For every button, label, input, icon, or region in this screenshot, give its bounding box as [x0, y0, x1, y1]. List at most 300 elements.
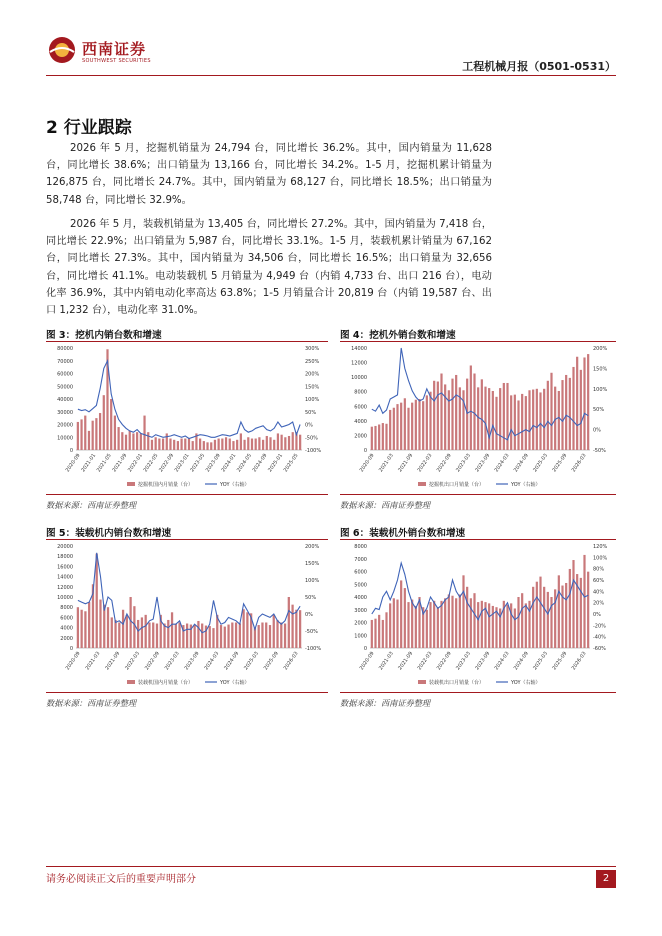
- bar: [77, 607, 79, 648]
- x-tick-label: 2025-03: [532, 452, 550, 474]
- x-tick-label: 2020-09: [358, 650, 376, 672]
- bar: [114, 416, 116, 450]
- y-left-tick-label: 20000: [57, 422, 73, 429]
- bar: [400, 580, 402, 648]
- bar: [422, 401, 424, 450]
- bar: [404, 588, 406, 648]
- x-tick-label: 2022-03: [416, 452, 434, 474]
- y-right-tick-label: 40%: [593, 589, 605, 596]
- x-tick-label: 2025-03: [243, 650, 261, 672]
- figure-3-source: 数据来源：西南证券整理: [46, 500, 137, 510]
- x-tick-label: 2025-03: [532, 650, 550, 672]
- bar: [536, 389, 538, 450]
- bar: [569, 569, 571, 648]
- bar: [470, 598, 472, 648]
- x-tick-label: 2020-09: [64, 650, 82, 672]
- bar: [291, 605, 293, 648]
- legend-line-label: YOY（右轴）: [511, 482, 541, 488]
- page-header: [46, 34, 616, 74]
- bar: [277, 433, 279, 450]
- x-tick-label: 2024-03: [493, 650, 511, 672]
- bar: [107, 607, 109, 648]
- paragraph-excavator: 2026 年 5 月，挖掘机销量为 24,794 台，同比增长 36.2%。其中，国内销量为 11,628 台，同比增长 38.6%；出口销量为 13,166 台，同比增长 34.2%。1-5 月，挖掘机累计销量为 126,875 台，同比增长 24.7%。其中，国内销量为 68,127 台，同比增长 18.5%；出口销量为 58,748 台，同比增长 32.9%。: [46, 143, 492, 206]
- y-left-tick-label: 40000: [57, 397, 73, 403]
- legend-bar-swatch: [418, 482, 426, 486]
- bar: [495, 397, 497, 450]
- bar: [265, 623, 267, 649]
- bar: [224, 627, 226, 648]
- y-left-tick-label: 14000: [351, 346, 367, 352]
- report-title: 工程机械月报（0501-0531）: [462, 60, 616, 73]
- bar: [251, 439, 253, 450]
- bar: [448, 594, 450, 648]
- bar: [543, 389, 545, 450]
- y-right-tick-label: 0%: [305, 612, 313, 618]
- bar: [156, 624, 158, 648]
- legend-bar-label: 挖掘机出口月销量（台）: [429, 482, 485, 488]
- bar: [129, 431, 131, 450]
- bar: [121, 432, 123, 450]
- bar: [426, 395, 428, 450]
- y-left-tick-label: 0: [69, 646, 73, 652]
- bar: [451, 379, 453, 450]
- bar: [118, 623, 120, 649]
- bar: [393, 598, 395, 648]
- x-tick-label: 2023-09: [204, 452, 222, 474]
- y-right-tick-label: 100%: [593, 386, 608, 393]
- bar: [117, 427, 119, 450]
- bar: [171, 612, 173, 648]
- bar: [141, 617, 143, 648]
- bar: [88, 431, 90, 450]
- y-right-tick-label: 0%: [593, 612, 601, 618]
- bar: [429, 602, 431, 648]
- x-tick-label: 2020-09: [64, 452, 82, 474]
- x-tick-label: 2026-03: [570, 452, 588, 474]
- bar: [415, 400, 417, 450]
- x-tick-label: 2022-09: [158, 452, 176, 474]
- y-right-tick-label: 200%: [305, 544, 320, 550]
- bar: [212, 628, 214, 648]
- bar: [229, 439, 231, 450]
- x-tick-label: 2021-09: [111, 452, 129, 474]
- bar: [152, 623, 154, 649]
- x-tick-label: 2024-03: [203, 650, 221, 672]
- bar: [110, 399, 112, 450]
- footer-disclaimer: 请务必阅读正文后的重要声明部分: [46, 874, 196, 885]
- x-tick-label: 2025-05: [282, 452, 300, 474]
- bar: [269, 625, 271, 648]
- bar: [239, 624, 241, 648]
- bar: [492, 606, 494, 648]
- y-right-tick-label: 100%: [593, 555, 608, 562]
- figure-5-source: 数据来源：西南证券整理: [46, 698, 137, 708]
- bar: [473, 593, 475, 648]
- bar: [393, 408, 395, 450]
- bar: [448, 390, 450, 450]
- y-left-tick-label: 10000: [57, 595, 73, 601]
- bar: [558, 575, 560, 648]
- x-tick-label: 2025-01: [267, 452, 285, 474]
- page-number: 2: [596, 870, 616, 888]
- y-left-tick-label: 80000: [57, 346, 73, 352]
- bar: [547, 592, 549, 648]
- y-left-tick-label: 60000: [57, 371, 73, 378]
- x-tick-label: 2023-03: [455, 452, 473, 474]
- bar: [137, 620, 139, 648]
- y-left-tick-label: 1000: [354, 633, 367, 640]
- bar: [169, 439, 171, 450]
- bar: [528, 390, 530, 450]
- bar: [236, 440, 238, 450]
- bar: [240, 433, 242, 450]
- bar: [84, 416, 86, 450]
- bar: [220, 625, 222, 648]
- bar: [407, 602, 409, 648]
- bar: [225, 437, 227, 450]
- y-right-tick-label: 200%: [305, 371, 320, 378]
- bar: [569, 378, 571, 450]
- y-left-tick-label: 8000: [354, 389, 367, 396]
- x-tick-label: 2023-01: [173, 452, 191, 474]
- y-left-tick-label: 0: [363, 646, 367, 652]
- y-right-tick-label: -50%: [593, 448, 606, 454]
- bar: [411, 600, 413, 648]
- bar: [299, 610, 301, 648]
- bar: [532, 587, 534, 648]
- legend-bar-swatch: [418, 680, 426, 684]
- x-tick-label: 2021-09: [104, 650, 122, 672]
- figure-4-source: 数据来源：西南证券整理: [340, 500, 431, 510]
- x-tick-label: 2021-01: [80, 452, 98, 474]
- x-tick-label: 2021-05: [95, 452, 113, 474]
- bar: [243, 440, 245, 450]
- y-right-tick-label: 200%: [593, 346, 608, 352]
- bar: [143, 416, 145, 450]
- x-tick-label: 2021-09: [397, 650, 415, 672]
- bar: [554, 589, 556, 648]
- bar: [255, 439, 257, 450]
- bar: [547, 381, 549, 450]
- y-right-tick-label: -100%: [305, 646, 322, 652]
- bar: [262, 440, 264, 450]
- x-tick-label: 2026-03: [570, 650, 588, 672]
- y-left-tick-label: 2000: [60, 635, 73, 642]
- x-tick-label: 2022-05: [142, 452, 160, 474]
- x-tick-label: 2025-09: [551, 452, 569, 474]
- bar: [525, 603, 527, 648]
- bar: [280, 623, 282, 649]
- bar: [231, 623, 233, 649]
- bar: [173, 440, 175, 450]
- y-right-tick-label: -50%: [305, 629, 318, 635]
- bar: [96, 554, 98, 648]
- bar: [140, 433, 142, 450]
- x-tick-label: 2023-09: [474, 452, 492, 474]
- y-left-tick-label: 4000: [354, 418, 367, 425]
- bar: [539, 392, 541, 450]
- bar: [583, 555, 585, 648]
- figure-5-bottom-rule: [46, 692, 328, 693]
- x-tick-label: 2023-09: [474, 650, 492, 672]
- bar: [451, 596, 453, 648]
- bar: [550, 373, 552, 450]
- bar: [382, 423, 384, 450]
- bar: [558, 391, 560, 450]
- logo-icon: [46, 34, 78, 66]
- bar: [163, 624, 165, 648]
- bar: [194, 625, 196, 648]
- y-left-tick-label: 4000: [60, 625, 73, 632]
- bar: [111, 617, 113, 648]
- bar: [418, 399, 420, 450]
- bar: [521, 394, 523, 450]
- bar: [488, 388, 490, 450]
- bar: [525, 396, 527, 450]
- bar: [396, 404, 398, 450]
- x-tick-label: 2024-09: [251, 452, 269, 474]
- brand-logo: [46, 34, 186, 68]
- bar: [528, 601, 530, 648]
- x-tick-label: 2025-09: [262, 650, 280, 672]
- bar: [184, 439, 186, 450]
- x-tick-label: 2022-09: [435, 452, 453, 474]
- bar: [192, 441, 194, 450]
- bar: [499, 388, 501, 450]
- bar: [488, 603, 490, 648]
- bar: [103, 395, 105, 450]
- y-right-tick-label: -100%: [305, 448, 322, 454]
- bar: [481, 601, 483, 648]
- legend-bar-swatch: [127, 680, 135, 684]
- bar: [292, 432, 294, 450]
- bar: [258, 625, 260, 648]
- bar: [481, 379, 483, 450]
- bar: [132, 433, 134, 450]
- x-tick-label: 2024-03: [493, 452, 511, 474]
- bar: [147, 432, 149, 450]
- y-right-tick-label: 60%: [593, 578, 605, 584]
- bar: [151, 440, 153, 450]
- legend-bar-label: 装载机出口月销量（台）: [429, 680, 485, 686]
- logo-text-cn: 西南证券: [82, 40, 147, 58]
- bar: [299, 435, 301, 450]
- bar: [186, 624, 188, 648]
- bar: [114, 620, 116, 648]
- legend-bar-label: 挖掘机国内月销量（台）: [138, 482, 194, 488]
- bar: [126, 615, 128, 648]
- bar: [197, 621, 199, 648]
- bar: [203, 441, 205, 450]
- bar: [84, 611, 86, 648]
- y-right-tick-label: 150%: [593, 366, 608, 373]
- bar: [466, 587, 468, 648]
- bar: [235, 623, 237, 649]
- x-tick-label: 2023-05: [189, 452, 207, 474]
- bar: [177, 441, 179, 450]
- bar: [470, 365, 472, 450]
- bar: [295, 610, 297, 648]
- bar: [539, 577, 541, 648]
- x-tick-label: 2022-03: [124, 650, 142, 672]
- bar: [404, 398, 406, 450]
- bar: [536, 582, 538, 648]
- bar: [415, 606, 417, 648]
- bar: [382, 620, 384, 648]
- bar: [281, 435, 283, 450]
- bar: [269, 437, 271, 450]
- figure-4-bottom-rule: [340, 494, 616, 495]
- y-right-tick-label: 300%: [305, 346, 320, 352]
- paragraph-loader: 2026 年 5 月，装载机销量为 13,405 台，同比增长 27.2%。其中，国内销量为 7,418 台，同比增长 22.9%；出口销量为 5,987 台，同比增长 33.1%。1-5 月，装载机累计销量为 67,162 台，同比增长 27.3%。其中，国内销量为 34,506 台，同比增长 16.5%；出口销量为 32,656 台，同比增长 41.1%。电动装载机 5 月销量为 4,949 台（内销 4,733 台、出口 216 台），电动化率 36.9%，其中内销电动化率高达 63.8%；1-5 月销量合计 20,819 台（内销 19,587 台、出口 1,232 台），电动化率 31.0%。: [46, 219, 492, 317]
- figure-4-chart: [340, 342, 616, 492]
- y-left-tick-label: 14000: [57, 574, 73, 581]
- x-tick-label: 2020-09: [358, 452, 376, 474]
- x-tick-label: 2021-03: [378, 650, 395, 672]
- y-left-tick-label: 8000: [60, 605, 73, 612]
- bar: [407, 408, 409, 450]
- bar: [374, 619, 376, 648]
- x-tick-label: 2021-03: [378, 452, 395, 474]
- bar: [510, 395, 512, 450]
- y-right-tick-label: 250%: [305, 358, 320, 365]
- bar: [517, 597, 519, 648]
- x-tick-label: 2021-03: [84, 650, 102, 672]
- legend-line-label: YOY（右轴）: [511, 680, 541, 686]
- bar: [199, 439, 201, 450]
- y-left-tick-label: 0: [69, 448, 73, 454]
- bar: [261, 623, 263, 649]
- y-left-tick-label: 0: [363, 448, 367, 454]
- bar: [273, 615, 275, 648]
- bar: [214, 440, 216, 450]
- y-right-tick-label: 50%: [305, 409, 317, 416]
- y-right-tick-label: -60%: [593, 646, 606, 652]
- figure-3-chart: [46, 342, 328, 492]
- footer-divider: [46, 866, 616, 867]
- bar: [276, 620, 278, 648]
- bar: [396, 600, 398, 648]
- y-left-tick-label: 3000: [354, 607, 367, 614]
- bar: [180, 439, 182, 450]
- bar: [462, 575, 464, 648]
- bar: [273, 440, 275, 450]
- bar: [92, 421, 94, 450]
- bar: [572, 367, 574, 450]
- bar: [148, 623, 150, 649]
- y-left-tick-label: 30000: [57, 409, 73, 416]
- bar: [587, 572, 589, 648]
- bar: [440, 601, 442, 648]
- bar: [455, 598, 457, 648]
- y-left-tick-label: 20000: [57, 544, 73, 550]
- bar: [99, 600, 101, 648]
- bar: [561, 380, 563, 450]
- y-right-tick-label: 20%: [593, 600, 605, 607]
- x-tick-label: 2023-09: [183, 650, 201, 672]
- bar: [462, 390, 464, 450]
- x-tick-label: 2024-09: [512, 452, 530, 474]
- header-divider: [46, 75, 616, 76]
- bar: [133, 606, 135, 648]
- y-left-tick-label: 12000: [57, 584, 73, 591]
- bar: [227, 625, 229, 648]
- bar: [503, 383, 505, 450]
- y-left-tick-label: 5000: [354, 582, 367, 589]
- y-right-tick-label: 50%: [593, 407, 605, 414]
- y-right-tick-label: 50%: [305, 595, 317, 601]
- bar: [554, 387, 556, 450]
- bar: [266, 436, 268, 450]
- bar: [576, 357, 578, 450]
- bar: [429, 392, 431, 450]
- legend-bar-swatch: [127, 482, 135, 486]
- bar: [437, 382, 439, 450]
- bar: [288, 436, 290, 450]
- bar: [565, 583, 567, 648]
- bar: [374, 426, 376, 450]
- y-left-tick-label: 4000: [354, 595, 367, 601]
- bar: [136, 432, 138, 450]
- bar: [437, 607, 439, 648]
- bar: [167, 620, 169, 648]
- bar: [385, 424, 387, 450]
- bar: [459, 594, 461, 648]
- bar: [284, 624, 286, 648]
- y-right-tick-label: 150%: [305, 561, 320, 567]
- bar: [210, 442, 212, 450]
- x-tick-label: 2024-05: [236, 452, 253, 474]
- bar: [81, 610, 83, 648]
- bar: [411, 403, 413, 450]
- y-right-tick-label: 0%: [593, 427, 601, 434]
- bar: [80, 419, 82, 450]
- x-tick-label: 2022-09: [435, 650, 453, 672]
- bar: [477, 602, 479, 648]
- bar: [188, 439, 190, 450]
- bar: [221, 439, 223, 450]
- y-left-tick-label: 6000: [60, 615, 73, 622]
- bar: [77, 422, 79, 450]
- figure-6-title: 图 6：装载机外销台数和增速: [340, 528, 466, 539]
- figure-6-bottom-rule: [340, 692, 616, 693]
- section-title: 2 行业跟踪: [46, 118, 132, 138]
- x-tick-label: 2021-09: [397, 452, 415, 474]
- y-right-tick-label: 80%: [593, 566, 605, 573]
- y-right-tick-label: 100%: [305, 397, 320, 403]
- bar: [521, 593, 523, 648]
- bar: [572, 560, 574, 648]
- y-right-tick-label: 100%: [305, 578, 320, 584]
- bar: [99, 413, 101, 450]
- bar: [122, 610, 124, 648]
- x-tick-label: 2022-01: [127, 452, 144, 474]
- figure-6-chart: [340, 540, 616, 690]
- y-right-tick-label: -40%: [593, 634, 606, 641]
- y-left-tick-label: 6000: [354, 569, 367, 576]
- bar: [246, 612, 248, 648]
- bar: [473, 374, 475, 451]
- x-tick-label: 2022-03: [416, 650, 434, 672]
- bar: [580, 370, 582, 450]
- y-left-tick-label: 8000: [354, 544, 367, 550]
- bar: [145, 615, 147, 648]
- x-tick-label: 2023-03: [455, 650, 473, 672]
- bar: [258, 437, 260, 450]
- y-left-tick-label: 6000: [354, 404, 367, 411]
- bar: [389, 603, 391, 648]
- figure-4-title: 图 4：挖机外销台数和增速: [340, 330, 456, 341]
